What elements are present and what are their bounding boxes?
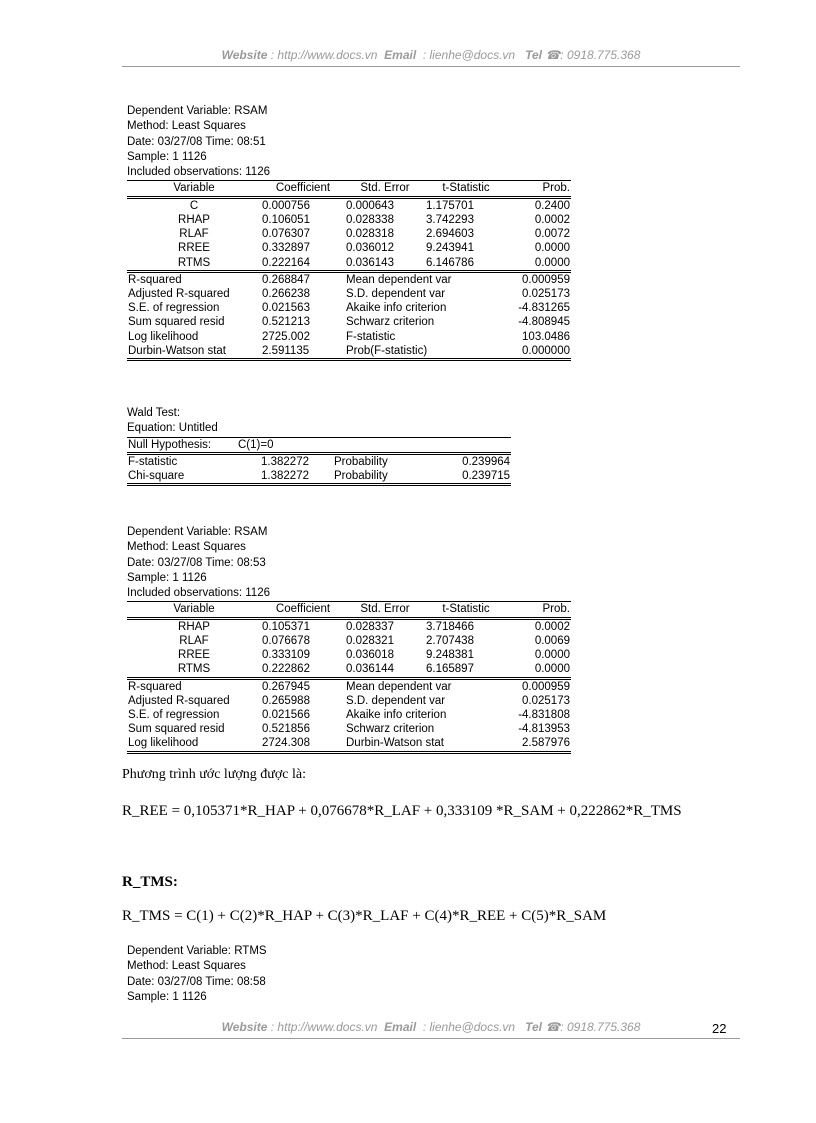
page-header xyxy=(122,48,740,62)
cell: Probability xyxy=(334,455,388,468)
column-header: Variable xyxy=(127,181,261,197)
cell: 0.076307 xyxy=(262,228,310,241)
regression-output-2 xyxy=(127,525,571,754)
cell: Akaike info criterion xyxy=(346,708,447,721)
cell: RTMS xyxy=(127,662,261,678)
sample: Sample: 1 1126 xyxy=(127,571,207,584)
cell: C xyxy=(189,199,199,212)
cell: 0.0002 xyxy=(534,620,570,633)
column-header: Std. Error xyxy=(345,181,425,197)
method: Method: Least Squares xyxy=(127,541,246,554)
cell: Chi-square xyxy=(127,469,237,485)
cell: -4.813953 xyxy=(518,723,570,736)
cell: 0.025173 xyxy=(522,694,570,707)
cell: 1.175701 xyxy=(426,199,474,212)
method: Method: Least Squares xyxy=(127,960,246,973)
cell: Prob(F-statistic) xyxy=(345,344,507,360)
cell: Schwarz criterion xyxy=(346,723,435,736)
cell: 0.267945 xyxy=(262,680,310,693)
stats-row xyxy=(127,301,571,315)
date-time: Date: 03/27/08 Time: 08:58 xyxy=(127,975,266,988)
dependent-variable: Dependent Variable: RSAM xyxy=(127,526,268,538)
table-row xyxy=(127,662,571,678)
table-row xyxy=(127,241,571,255)
table-row xyxy=(127,227,571,241)
cell: Mean dependent var xyxy=(346,273,452,286)
column-header: Coefficient xyxy=(261,602,345,618)
cell: 0.021566 xyxy=(262,708,310,721)
stats-row xyxy=(127,315,571,329)
cell: Akaike info criterion xyxy=(346,302,447,315)
website-url[interactable]: : http://www.docs.vn xyxy=(270,1020,378,1034)
dependent-variable: Dependent Variable: RTMS xyxy=(127,945,267,957)
tel-value: : 0918.775.368 xyxy=(560,1020,641,1034)
dependent-variable: Dependent Variable: RSAM xyxy=(127,105,268,117)
cell: 0.0000 xyxy=(507,662,571,678)
cell: 9.243941 xyxy=(426,242,474,255)
cell: 0.239964 xyxy=(462,455,511,468)
cell: Schwarz criterion xyxy=(346,316,435,329)
cell: 0.0072 xyxy=(534,228,570,241)
date-time: Date: 03/27/08 Time: 08:51 xyxy=(127,135,266,148)
cell: Mean dependent var xyxy=(346,680,452,693)
cell: Durbin-Watson stat xyxy=(345,736,507,752)
table-header-row xyxy=(127,181,571,197)
sample: Sample: 1 1126 xyxy=(127,990,207,1003)
estimated-equation-ree: R_REE = 0,105371*R_HAP + 0,076678*R_LAF + 0,333109 *R_SAM + 0,222862*R_TMS xyxy=(122,803,682,819)
cell: 0.266238 xyxy=(262,287,310,300)
cell: 0.333109 xyxy=(262,649,310,662)
table-row xyxy=(127,213,571,227)
table-row xyxy=(127,634,571,648)
stats-row xyxy=(127,736,571,752)
cell: 0.0069 xyxy=(534,634,570,647)
cell: 0.0000 xyxy=(507,256,571,272)
website-label: Website xyxy=(221,48,268,62)
table-row xyxy=(127,453,511,469)
cell: S.E. of regression xyxy=(128,708,220,721)
cell: 0.332897 xyxy=(262,242,310,255)
cell: 2.694603 xyxy=(426,228,474,241)
cell: 0.021563 xyxy=(262,302,310,315)
regression-output-3 xyxy=(127,944,267,1005)
sample: Sample: 1 1126 xyxy=(127,150,207,163)
page-footer xyxy=(122,1020,740,1034)
cell: RTMS xyxy=(127,256,261,272)
cell: F-statistic xyxy=(128,455,178,468)
cell: 0.036018 xyxy=(346,649,394,662)
cell: -4.831265 xyxy=(518,302,570,315)
column-header: Variable xyxy=(127,602,261,618)
cell: 0.239715 xyxy=(437,469,511,485)
cell: Probability xyxy=(333,469,437,485)
cell: 2725.002 xyxy=(262,330,310,343)
stats-row xyxy=(127,678,571,694)
cell: 1.382272 xyxy=(261,455,309,468)
stats-row xyxy=(127,722,571,736)
cell: RREE xyxy=(178,242,210,255)
model-equation-tms: R_TMS = C(1) + C(2)*R_HAP + C(3)*R_LAF + C(4)*R_REE + C(5)*R_SAM xyxy=(122,908,607,924)
cell: 3.742293 xyxy=(426,213,474,226)
email-value[interactable]: : lienhe@docs.vn xyxy=(422,48,516,62)
cell: R-squared xyxy=(128,273,182,286)
email-value[interactable]: : lienhe@docs.vn xyxy=(422,1020,516,1034)
stats-row xyxy=(127,708,571,722)
stats-row xyxy=(127,287,571,301)
cell: F-statistic xyxy=(346,330,396,343)
coefficient-table xyxy=(127,180,571,360)
column-header: Std. Error xyxy=(345,602,425,618)
cell: 3.718466 xyxy=(426,620,474,633)
stats-row xyxy=(127,271,571,287)
included-observations: Included observations: 1126 xyxy=(127,587,270,600)
cell: Adjusted R-squared xyxy=(128,694,230,707)
cell: 0.036012 xyxy=(346,242,394,255)
coefficient-table xyxy=(127,601,571,753)
cell: RLAF xyxy=(179,634,209,647)
tel-label: Tel xyxy=(525,48,542,62)
table-header-row xyxy=(127,602,571,618)
cell: 6.146786 xyxy=(425,256,507,272)
cell: 0.000756 xyxy=(262,199,310,212)
cell: 0.521213 xyxy=(262,316,310,329)
tel-label: Tel xyxy=(525,1020,542,1034)
cell: 0.2400 xyxy=(534,199,570,212)
phone-icon: ☎ xyxy=(545,48,561,62)
cell: Log likelihood xyxy=(128,330,199,343)
column-header: t-Statistic xyxy=(425,602,507,618)
column-header: Coefficient xyxy=(261,181,345,197)
cell: 0.028318 xyxy=(346,228,394,241)
cell: 2.591135 xyxy=(261,344,345,360)
cell: Sum squared resid xyxy=(128,316,225,329)
column-header: Prob. xyxy=(507,181,571,197)
cell: 0.036144 xyxy=(345,662,425,678)
included-observations: Included observations: 1126 xyxy=(127,166,270,179)
cell: 2.707438 xyxy=(426,634,474,647)
method: Method: Least Squares xyxy=(127,120,246,133)
cell: 0.0002 xyxy=(534,213,570,226)
cell: 0.0000 xyxy=(534,242,570,255)
cell: -4.831808 xyxy=(518,708,570,721)
footer-divider xyxy=(122,1038,740,1039)
cell: 2724.308 xyxy=(261,736,345,752)
website-label: Website xyxy=(221,1020,268,1034)
cell: Durbin-Watson stat xyxy=(127,344,261,360)
cell: S.D. dependent var xyxy=(346,287,446,300)
page-number: 22 xyxy=(712,1021,727,1036)
cell: RREE xyxy=(178,649,210,662)
cell: 0.0000 xyxy=(534,649,570,662)
cell: 0.000959 xyxy=(522,273,570,286)
null-hypothesis-row xyxy=(127,437,511,453)
cell: 0.036143 xyxy=(345,256,425,272)
cell: S.E. of regression xyxy=(128,302,220,315)
table-row xyxy=(127,469,511,485)
header-divider xyxy=(122,66,740,67)
website-url[interactable]: : http://www.docs.vn xyxy=(270,48,378,62)
cell: RLAF xyxy=(179,228,209,241)
cell: 0.028337 xyxy=(346,620,394,633)
date-time: Date: 03/27/08 Time: 08:53 xyxy=(127,556,266,569)
cell: 0.025173 xyxy=(522,287,570,300)
cell: 0.521856 xyxy=(262,723,310,736)
cell: 0.106051 xyxy=(262,213,310,226)
table-row xyxy=(127,256,571,272)
email-label: Email xyxy=(384,48,417,62)
cell: RHAP xyxy=(178,620,210,633)
table-row xyxy=(127,648,571,662)
section-title-tms: R_TMS: xyxy=(122,874,178,890)
stats-row xyxy=(127,330,571,344)
cell: 0.222862 xyxy=(261,662,345,678)
stats-row xyxy=(127,694,571,708)
stats-row xyxy=(127,344,571,360)
cell: 0.000000 xyxy=(507,344,571,360)
null-hypothesis-value: C(1)=0 xyxy=(237,437,511,453)
cell: RHAP xyxy=(178,213,210,226)
cell: 0.268847 xyxy=(262,273,310,286)
tel-value: : 0918.775.368 xyxy=(560,48,641,62)
table-row xyxy=(127,197,571,213)
cell: 0.265988 xyxy=(262,694,310,707)
cell: Log likelihood xyxy=(127,736,261,752)
cell: -4.808945 xyxy=(518,316,570,329)
column-header: Prob. xyxy=(507,602,571,618)
cell: Sum squared resid xyxy=(128,723,225,736)
wald-test-output xyxy=(127,406,511,486)
cell: 0.000959 xyxy=(522,680,570,693)
cell: 103.0486 xyxy=(522,330,570,343)
cell: Adjusted R-squared xyxy=(128,287,230,300)
cell: 1.382272 xyxy=(237,469,333,485)
cell: 0.222164 xyxy=(261,256,345,272)
column-header: t-Statistic xyxy=(425,181,507,197)
email-label: Email xyxy=(384,1020,417,1034)
estimated-equation-label: Phương trình ước lượng được là: xyxy=(122,767,307,782)
null-hypothesis-label: Null Hypothesis: xyxy=(127,437,237,453)
cell: 0.028338 xyxy=(346,213,394,226)
cell: 2.587976 xyxy=(507,736,571,752)
cell: 0.000643 xyxy=(346,199,394,212)
cell: 0.105371 xyxy=(262,620,310,633)
wald-equation: Equation: Untitled xyxy=(127,422,218,435)
cell: 0.028321 xyxy=(346,634,394,647)
cell: 9.248381 xyxy=(426,649,474,662)
cell: R-squared xyxy=(128,680,182,693)
cell: 6.165897 xyxy=(425,662,507,678)
phone-icon: ☎ xyxy=(545,1020,561,1034)
cell: 0.076678 xyxy=(262,634,310,647)
wald-table xyxy=(127,437,511,487)
cell: S.D. dependent var xyxy=(346,694,446,707)
regression-output-1 xyxy=(127,104,571,361)
wald-title: Wald Test: xyxy=(127,407,181,419)
table-row xyxy=(127,618,571,634)
